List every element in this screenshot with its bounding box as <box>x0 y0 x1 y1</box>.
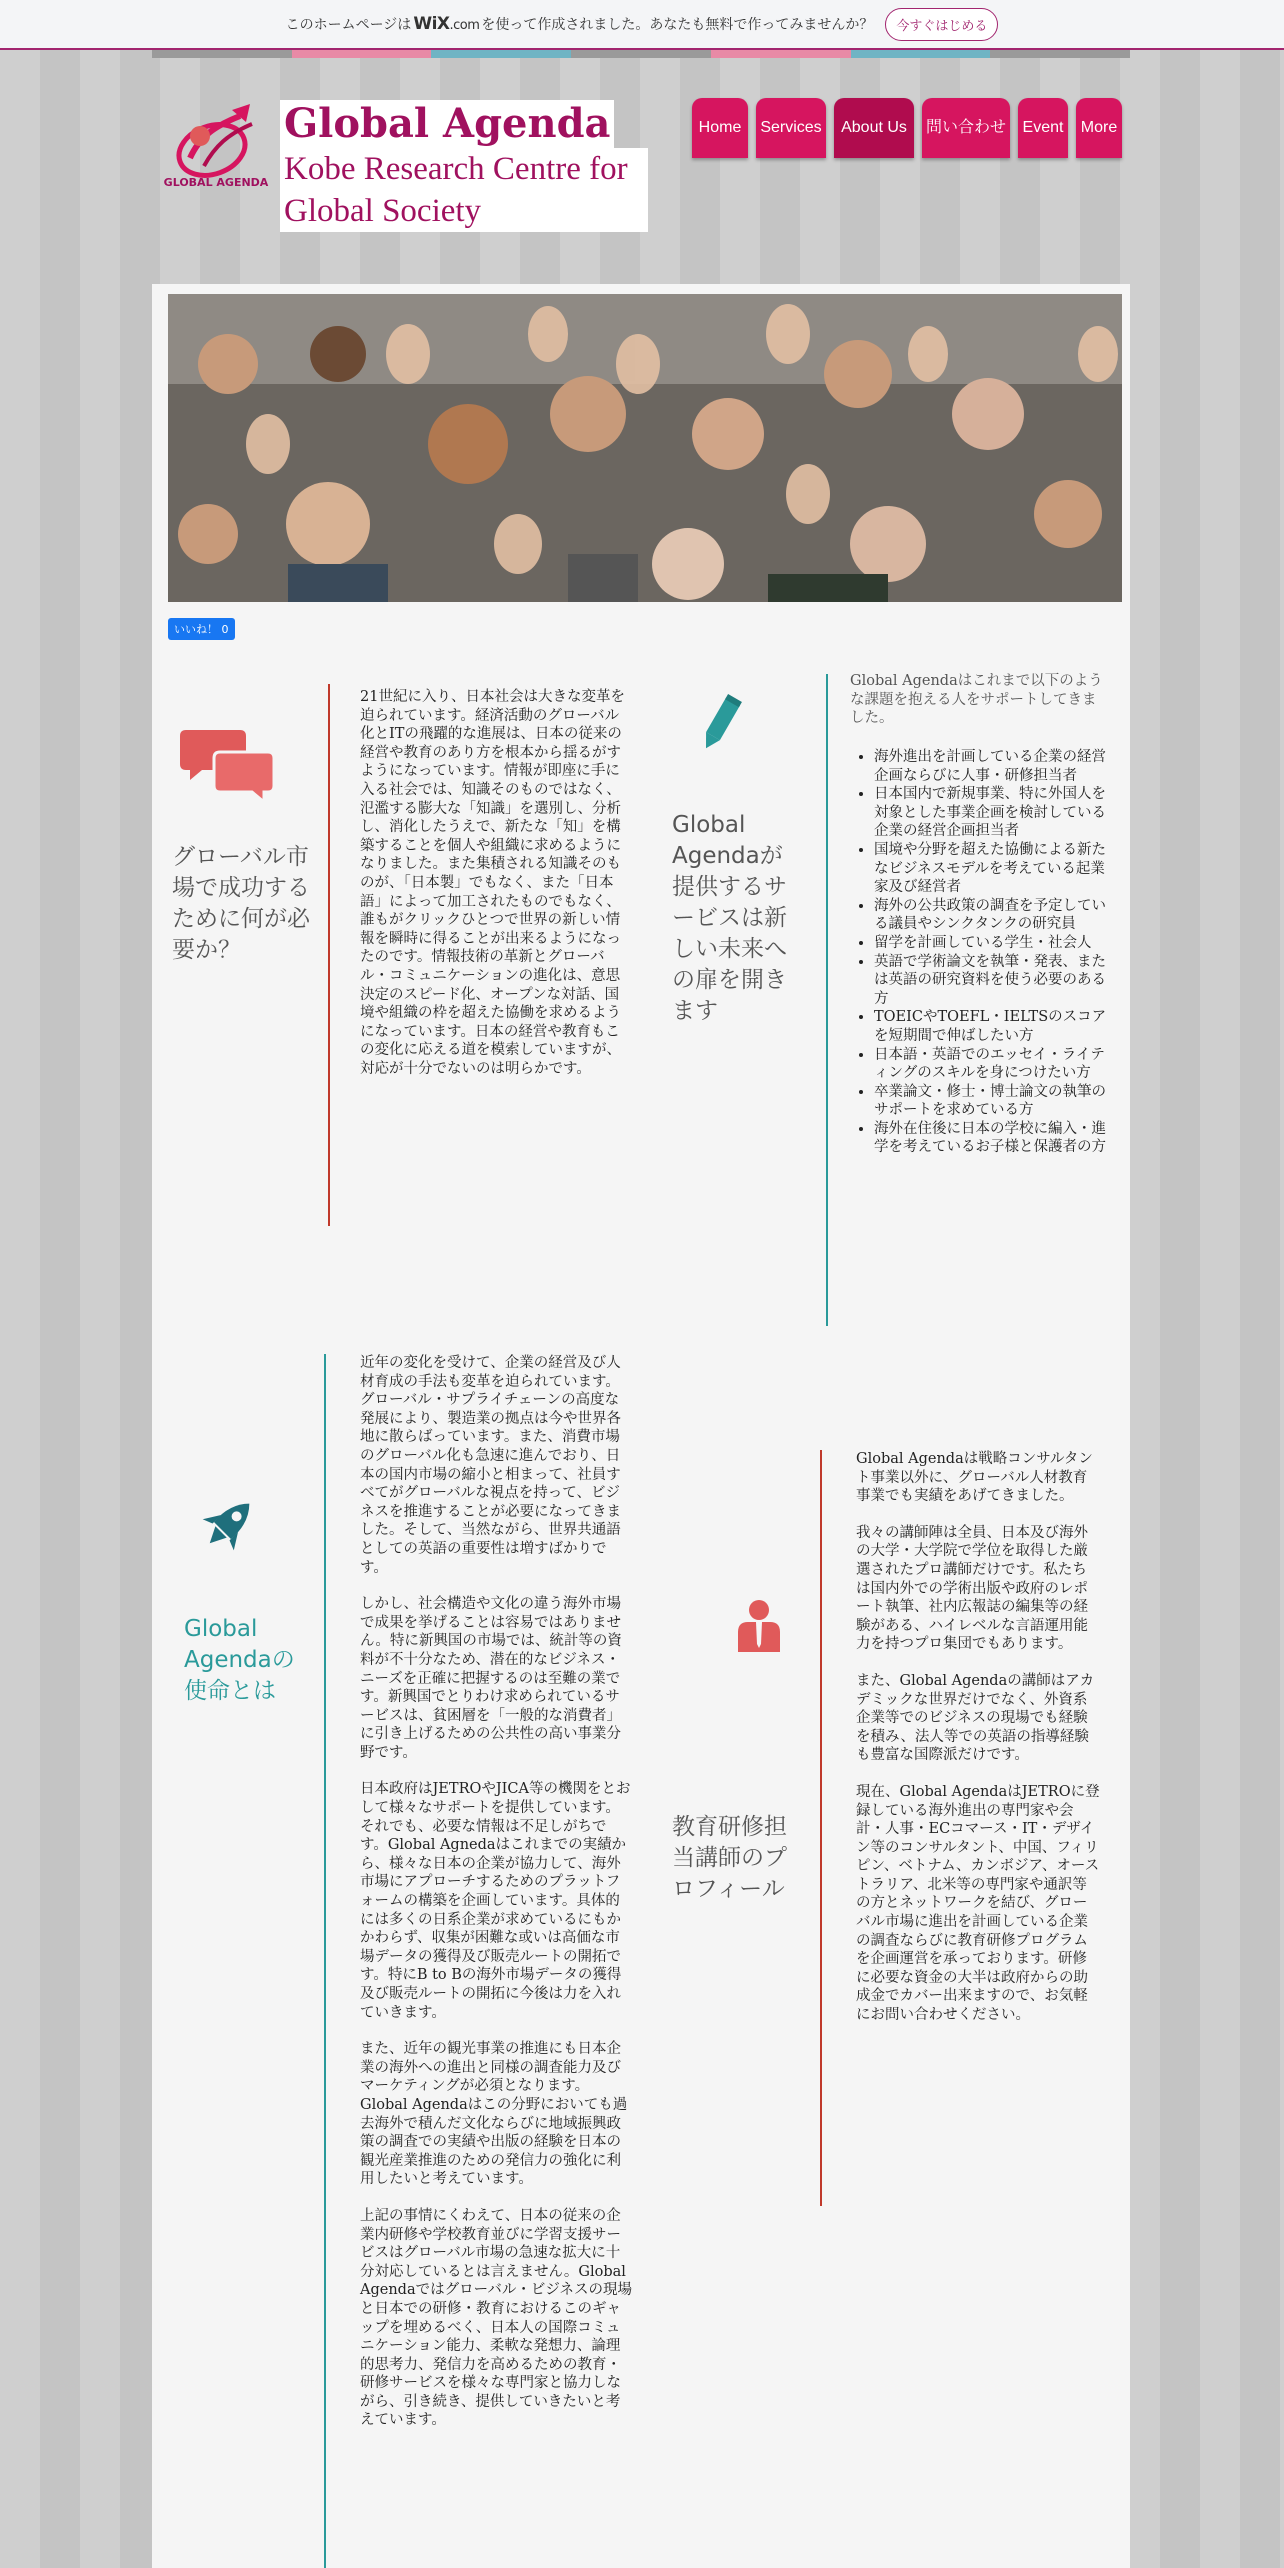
list-item: • TOEICやTOEFL・IELTSのスコアを短期間で伸ばしたい方 <box>874 1008 1112 1045</box>
color-stripe <box>152 50 1130 58</box>
section3-heading: Global Agendaの使命とは <box>184 1616 295 1704</box>
banner-text-before: このホームページは <box>285 17 412 33</box>
section3-divider <box>324 1354 326 2568</box>
chat-bubbles-icon <box>180 724 280 804</box>
rocket-icon <box>188 1492 264 1562</box>
person-icon <box>734 1598 784 1652</box>
site-title[interactable]: Global Agenda <box>280 100 614 148</box>
list-item: • 国境や分野を超えた協働による新たなビジネスモデルを考えている起業家及び経営者 <box>874 841 1112 897</box>
paragraph: 上記の事情にくわえて、日本の従来の企業内研修や学校教育並びに学習支援サービスはグローバル市場の急速な拡大に十分対応しているとは言えません。Global Agendaではグローバル・ビジネスの現場と日本での研修・教育におけるこのギャップを埋めるべく、日本人の国際コミュニケーション能力、柔軟な発想力、論理的思考力、発信力を高めるための教育・研修サービスを様々な専門家と協力しながら、引き続き、提供していきたいと考えています。 <box>360 2207 632 2429</box>
list-item: • 英語で学術論文を執筆・発表、または英語の研究資料を使う必要のある方 <box>874 953 1112 1009</box>
pencil-icon <box>692 692 748 756</box>
section4-heading: 教育研修担当講師のプロフィール <box>672 1814 787 1902</box>
paragraph: しかし、社会構造や文化の違う海外市場で成果を挙げることは容易ではありません。特に新興国の市場では、統計等の資料が不十分なため、潜在的なビジネス・ニーズを正確に把握するのは至難の業です。新興国でとりわけ求められているサービスは、貧困層を「一般的な消費者」に引き上げるための公共性の高い事業分野です。 <box>360 1596 622 1761</box>
wix-banner <box>0 0 1284 50</box>
section3-body <box>360 1354 632 2448</box>
site-subtitle: Kobe Research Centre for Global Society <box>280 148 648 232</box>
paragraph: 我々の講師陣は全員、日本及び海外の大学・大学院で学位を取得した厳選されたプロ講師だけです。私たちは国内外での学術出版や政府のレポート執筆、社内広報誌の編集等の経験がある、ハイレベルな言語運用能力を持つプロ集団でもあります。 <box>856 1524 1088 1653</box>
facebook-like-button[interactable]: いいね！ 0 <box>168 618 235 640</box>
logo-text: GLOBAL AGENDA <box>163 176 269 189</box>
nav-home[interactable]: Home <box>692 98 748 158</box>
paragraph: 近年の変化を受けて、企業の経営及び人材育成の手法も変革を迫られています。グローバル・サプライチェーンの高度な発展により、製造業の拠点は今や世界各地に散らばっています。また、消費市場のグローバル化も急速に進んでおり、日本の国内市場の縮小と相まって、社員すべてがグローバルな視点を持って、ビジネスを推進することが必要になってきました。そして、当然ながら、世界共通語としての英語の重要性は増すばかりです。 <box>360 1355 621 1576</box>
list-item: • 海外在住後に日本の学校に編入・進学を考えているお子様と保護者の方 <box>874 1120 1112 1157</box>
main-content <box>152 284 1130 2568</box>
nav-more[interactable]: More <box>1076 98 1122 158</box>
nav-about-us[interactable]: About Us <box>834 98 914 158</box>
section1-body: 21世紀に入り、日本社会は大きな変革を迫られています。経済活動のグローバル化とITの飛躍的な進展は、日本の従来の経営や教育のあり方を根本から揺るがすようになっています。情報が即座に手に入る社会では、知識そのものではなく、氾濫する膨大な「知識」を選別し、分析し、消化したうえで、新たな「知」を構築することを個人や組織に求めるようになりました。また集積される知識そのものが、「日本製」でもなく、また「日本語」によって加工されたものでもなく、誰もがクリックひとつで世界の新しい情報を瞬時に得ることが出来るようになったのです。情報技術の革新とグローバル・コミュニケーションの進化は、意思決定のスピード化、オープンな対話、国境や組織の枠を超えた協働を求めるようになっています。日本の経営や教育もこの変化に応える道を模索していますが、対応が十分でないのは明らかです。 <box>360 689 625 1077</box>
crowd-photo <box>168 294 1122 602</box>
hero-crowd-image <box>168 294 1122 602</box>
section2-heading: Global Agendaが提供するサービスは新しい未来への扉を開きます <box>672 812 787 1024</box>
list-item: • 海外の公共政策の調査を予定している議員やシンクタンクの研究員 <box>874 897 1112 934</box>
banner-text-after: を使って作成されました。あなたも無料で作ってみませんか？ <box>481 17 874 33</box>
paragraph: また、近年の観光事業の推進にも日本企業の海外への進出と同様の調査能力及びマーケティングが必須となります。Global Agendaはこの分野においても過去海外で積んだ文化ならびに地域振興政策の調査での実績や出版の経験を日本の観光産業推進のための発信力の強化に利用したいと考えています。 <box>360 2041 628 2188</box>
list-item: • 海外進出を計画している企業の経営企画ならびに人事・研修担当者 <box>874 748 1112 785</box>
paragraph: 現在、Global AgendaはJETROに登録している海外進出の専門家や会計・人事・ECコマース・IT・デザイン等のコンサルタント、中国、フィリピン、ベトナム、カンボジア、オーストラリア、北米等の専門家や通訳等の方とネットワークを結び、グローバル市場に進出を計画している企業の調査ならびに教育研修プログラムを企画運営を承っております。研修に必要な資金の大半は政府からの助成金でカバー出来ますので、お気軽にお問い合わせください。 <box>856 1783 1100 2024</box>
section4-divider <box>820 1450 822 2206</box>
site-title-block <box>280 100 648 232</box>
section2-divider <box>826 674 828 1326</box>
nav-services[interactable]: Services <box>756 98 826 158</box>
main-nav <box>692 98 1122 158</box>
nav-contact[interactable]: 問い合わせ <box>922 98 1010 158</box>
section1-heading: グローバル市場で成功するために何が必要か？ <box>172 844 310 963</box>
list-item: • 日本国内で新規事業、特に外国人を対象とした事業企画を検討している企業の経営企画担当者 <box>874 785 1112 841</box>
wix-logo[interactable]: WiX.com <box>413 14 480 34</box>
list-item: • 留学を計画している学生・社会人 <box>874 934 1112 953</box>
nav-event[interactable]: Event <box>1018 98 1068 158</box>
list-item: • 日本語・英語でのエッセイ・ライティングのスキルを身につけたい方 <box>874 1046 1112 1083</box>
paragraph: また、Global Agendaの講師はアカデミックな世界だけでなく、外資系企業等でのビジネスの現場でも経験を積み、法人等での英語の指導経験も豊富な国際派だけです。 <box>856 1672 1095 1764</box>
section2-intro: Global Agendaはこれまで以下のような課題を抱える人をサポートしてきました。 <box>850 673 1103 727</box>
paragraph: 日本政府はJETROやJICA等の機関をとおして様々なサポートを提供しています。それでも、必要な情報は不足しがちです。Global Agnedaはこれまでの実績から、様々な日本の企業が協力して、海外市場にアプローチするためのプラットフォームの構築を企画しています。具体的には多くの日系企業が求めているにもかかわらず、収集が困難な或いは高価な市場データの獲得及び販売ルートの開拓です。特にB to Bの海外市場データの獲得及び販売ルートの開拓に今後は力を入れていきます。 <box>360 1781 631 2021</box>
global-agenda-logo[interactable] <box>160 96 272 192</box>
start-now-button[interactable]: 今すぐはじめる <box>885 8 998 41</box>
paragraph: Global Agendaは戦略コンサルタント事業以外に、グローバル人材教育事業でも実績をあげてきました。 <box>856 1451 1093 1505</box>
list-item: • 卒業論文・修士・博士論文の執筆のサポートを求めている方 <box>874 1083 1112 1120</box>
section1-divider <box>328 684 330 1226</box>
service-list <box>850 748 1112 1157</box>
section4-body <box>856 1450 1100 2043</box>
